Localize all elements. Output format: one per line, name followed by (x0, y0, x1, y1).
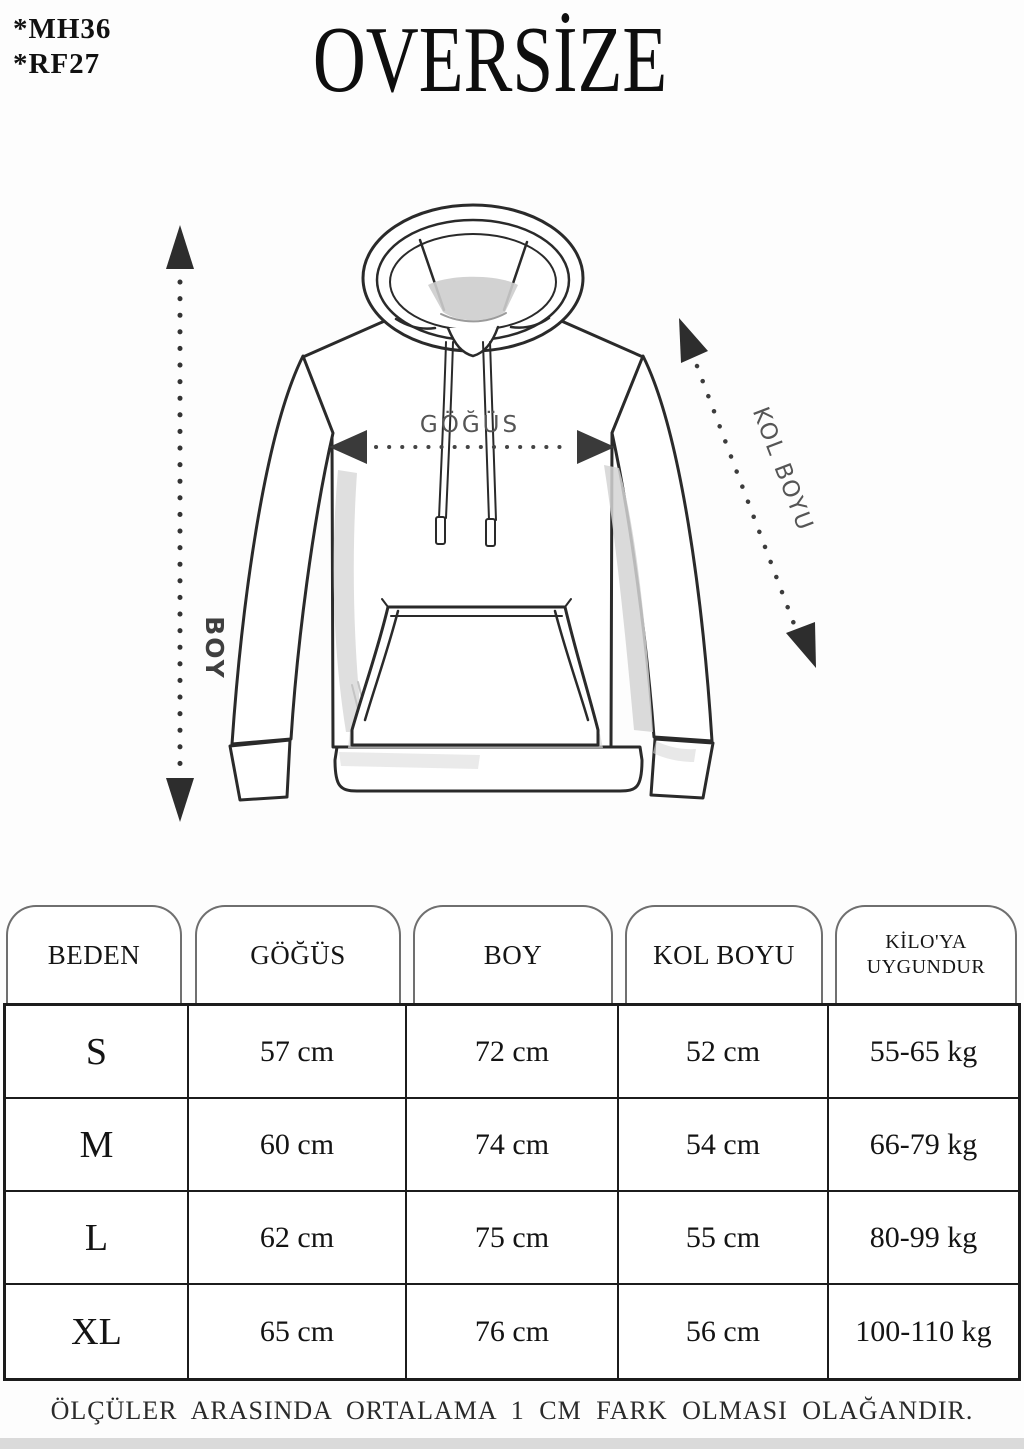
product-codes (13, 12, 111, 82)
length-arrow (166, 225, 229, 822)
hoodie-left-sleeve (232, 356, 333, 744)
table-cell: 80-99 kg (829, 1192, 1018, 1285)
length-label: BOY (200, 616, 229, 680)
table-cell: 52 cm (619, 1006, 829, 1099)
header-kiloya-uygundur: KİLO'YA UYGUNDUR (835, 905, 1017, 1003)
table-cell: 72 cm (407, 1006, 619, 1099)
size-table (3, 905, 1021, 1381)
size-table-grid (3, 1003, 1021, 1381)
arrow-up-right-icon (679, 318, 708, 363)
table-cell: 60 cm (189, 1099, 407, 1192)
arrow-down-right-icon (786, 622, 816, 668)
table-cell: S (6, 1006, 189, 1099)
table-cell: 66-79 kg (829, 1099, 1018, 1192)
table-cell: 55 cm (619, 1192, 829, 1285)
table-cell: 62 cm (189, 1192, 407, 1285)
hoodie-left-cuff (230, 740, 290, 800)
header-boy: BOY (413, 905, 613, 1003)
product-code-2: *RF27 (13, 48, 101, 80)
chest-label: GÖĞÜS (419, 412, 521, 438)
page-title: OVERSİZE (312, 8, 668, 112)
table-cell: 100-110 kg (855, 1314, 992, 1348)
table-cell: 55-65 kg (829, 1006, 1018, 1099)
table-cell: XL (6, 1285, 189, 1378)
table-cell: M (6, 1099, 189, 1192)
table-cell: 76 cm (407, 1285, 619, 1378)
table-cell: L (6, 1192, 189, 1285)
table-cell: 74 cm (407, 1099, 619, 1192)
header-gogus: GÖĞÜS (195, 905, 401, 1003)
bottom-edge-strip (0, 1438, 1024, 1449)
sleeve-label: KOL BOYU (746, 403, 819, 536)
table-cell: 57 cm (189, 1006, 407, 1099)
table-cell: 56 cm (619, 1285, 829, 1378)
hoodie-pocket (352, 599, 598, 745)
hoodie-measurement-diagram (0, 170, 1024, 890)
header-beden: BEDEN (6, 905, 182, 1003)
arrow-up-icon (166, 225, 194, 269)
tolerance-note: ÖLÇÜLER ARASINDA ORTALAMA 1 CM FARK OLMASI OLAĞANDIR. (50, 1396, 974, 1425)
product-code-1: *MH36 (13, 13, 112, 45)
table-cell: 65 cm (189, 1285, 407, 1378)
table-cell: 75 cm (407, 1192, 619, 1285)
header-kol-boyu: KOL BOYU (625, 905, 823, 1003)
table-cell: 54 cm (619, 1099, 829, 1192)
arrow-down-icon (166, 778, 194, 822)
